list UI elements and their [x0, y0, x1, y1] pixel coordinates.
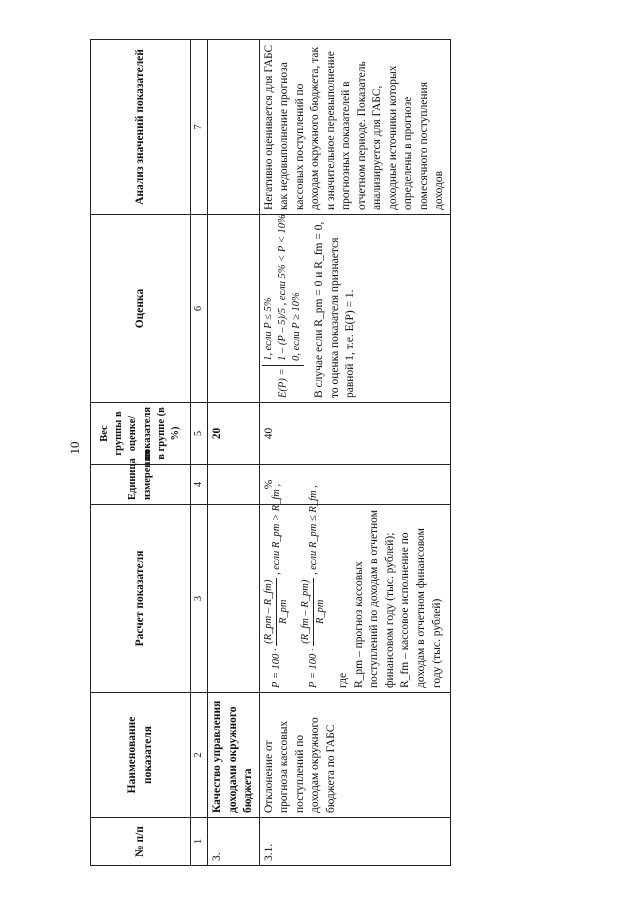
indicator-row — [259, 40, 450, 866]
definition-rfm: R_fm – кассовое исполнение по доходам в отчетном финансовом году (тыс. рублей) — [399, 528, 443, 688]
score-formula: E(P) = 1, если P ≤ 5% 1 – (P – 5)/5 , если 5% < P < 10% 0, если P ≥ 10% — [262, 219, 305, 398]
indicator-score — [259, 215, 450, 403]
header-name: Наименование показателя — [91, 693, 191, 818]
col-number-2: 2 — [191, 693, 208, 818]
header-row — [91, 40, 191, 866]
column-number-row — [191, 40, 208, 866]
indicator-table — [90, 39, 451, 866]
group-number: 3. — [208, 818, 260, 866]
col-number-7: 7 — [191, 40, 208, 215]
formula-2: P = 100 · (R_fm – R_pm) R_pm , если R_pm ≤ R_fm , — [300, 485, 327, 688]
formula-1: P = 100 · (R_pm – R_fm) R_pm , если R_pm > R_fm , — [262, 483, 289, 688]
indicator-number: 3.1. — [259, 818, 450, 866]
definition-rpm: R_pm – прогноз кассовых поступлений по доходам в отчетном финансовом году (тыс. рублей); — [352, 510, 396, 688]
indicator-weight: 40 — [259, 403, 450, 465]
col-number-3: 3 — [191, 505, 208, 693]
indicator-unit: % — [259, 465, 450, 505]
indicator-analysis: Негативно оценивается для ГАБС как недовыполнение прогноза кассовых поступлений по доходам окружного бюджета, так и значительное перевыполнение прогнозных показателей в отчетном периоде. Показатель анализируется для ГАБС, доходные источники которых определены в прогнозе помесячного поступления доходов — [259, 40, 450, 215]
rotated-table-area — [90, 40, 545, 866]
score-note: В случае если R_pm = 0 и R_fm = 0, то оценка показателя признается равной 1, т.е. E(P) = 1. — [313, 221, 357, 398]
indicator-name: Отклонение от прогноза кассовых поступлений по доходам окружного бюджета по ГАБС — [259, 693, 450, 818]
where-label: где — [337, 672, 350, 688]
indicator-calculation — [259, 483, 450, 693]
col-number-5: 5 — [191, 403, 208, 465]
header-unit: Единица измерения — [91, 465, 191, 505]
header-analysis: Анализ значений показателей — [91, 40, 191, 215]
group-weight: 20 — [208, 403, 260, 465]
col-number-4: 4 — [191, 465, 208, 505]
header-calculation: Расчет показателя — [91, 505, 191, 693]
header-number: № п/п — [91, 818, 191, 866]
col-number-1: 1 — [191, 818, 208, 866]
header-weight: Вес группы в оценке/ показателя в группе (в %) — [91, 403, 191, 465]
group-row — [208, 40, 260, 866]
col-number-6: 6 — [191, 215, 208, 403]
page-number: 10 — [67, 441, 82, 455]
header-score: Оценка — [91, 215, 191, 403]
group-name: Качество управления доходами окружного бюджета — [208, 693, 260, 818]
